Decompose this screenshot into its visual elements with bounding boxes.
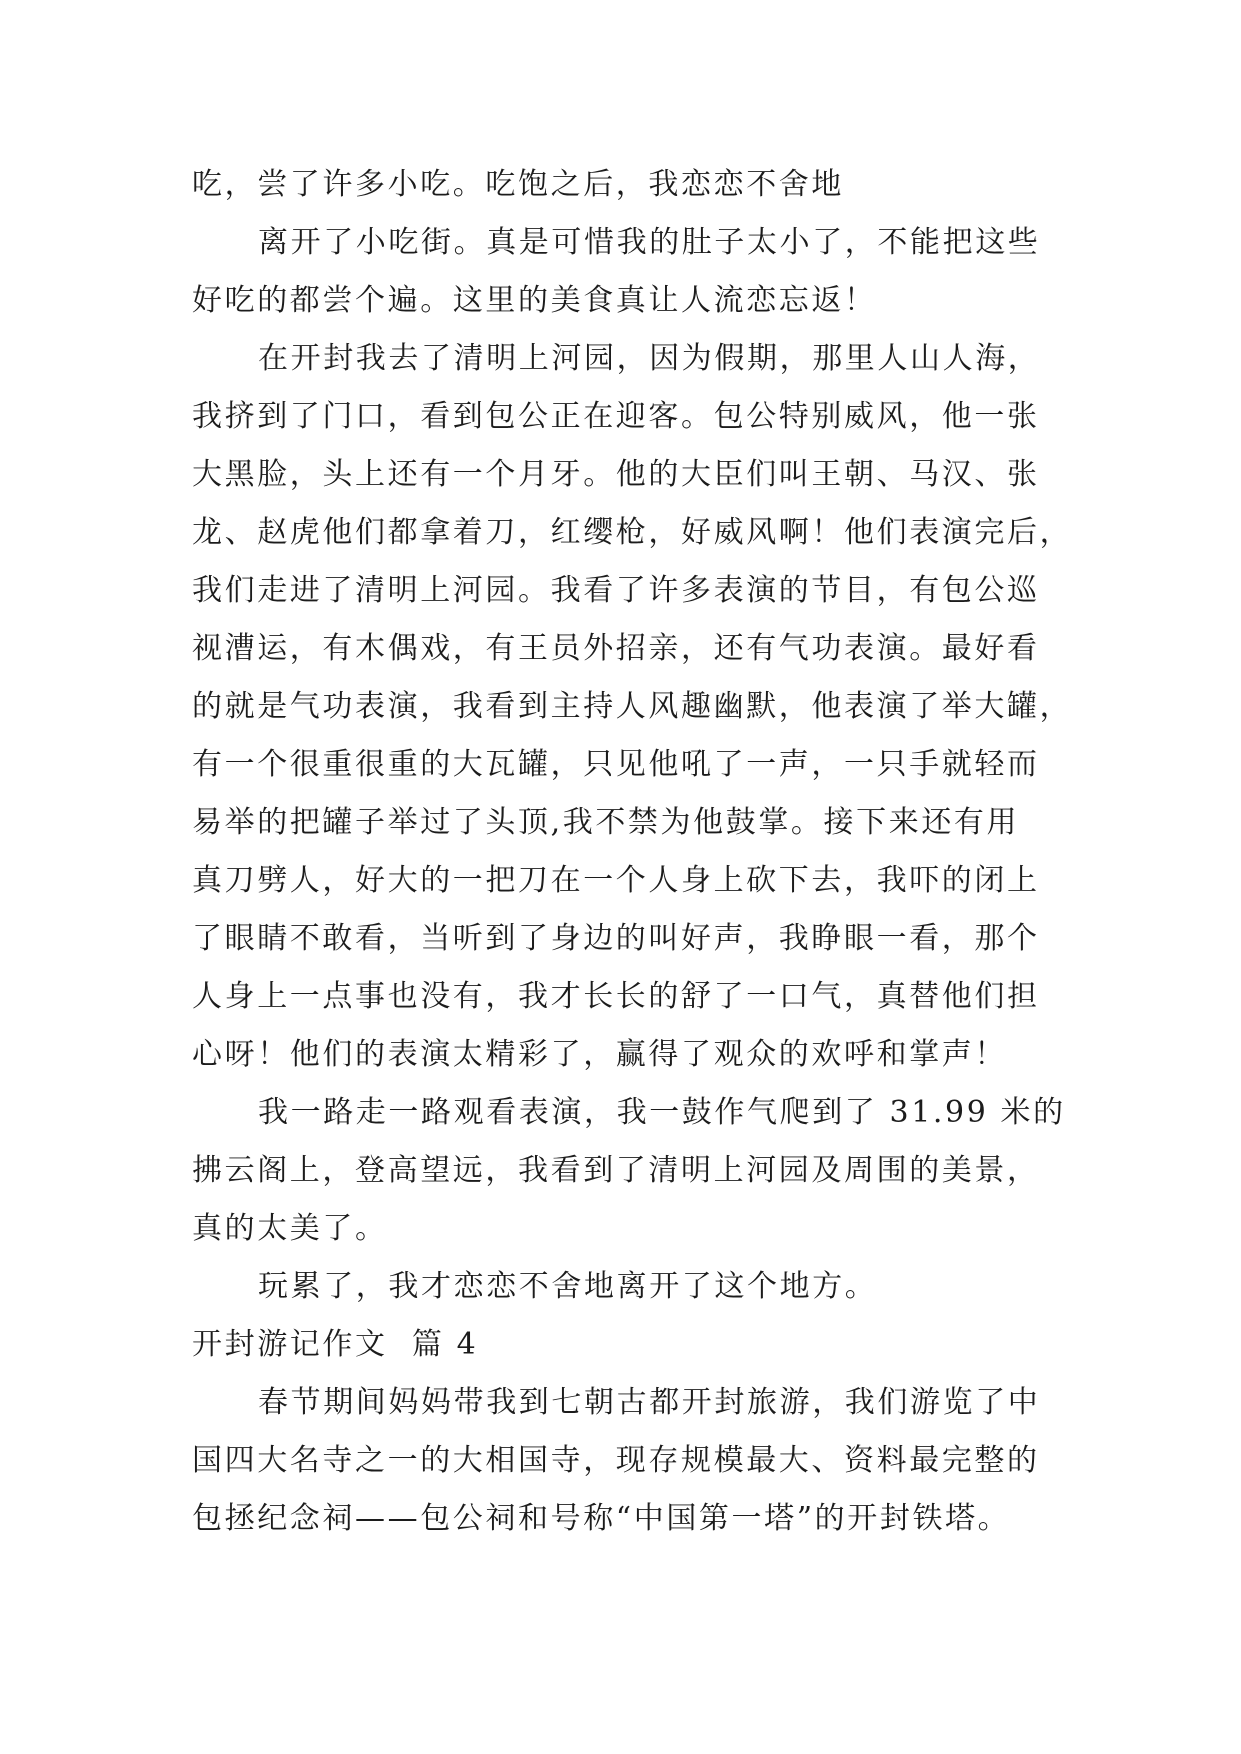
- paragraph-line: 易举的把罐子举过了头顶,我不禁为他鼓掌。接下来还有用: [192, 805, 1020, 840]
- paragraph-line: 人身上一点事也没有，我才长长的舒了一口气，真替他们担: [192, 979, 1040, 1014]
- paragraph: [192, 330, 1192, 1084]
- paragraph: [192, 1084, 1192, 1258]
- paragraph-line: 好吃的都尝个遍。这里的美食真让人流恋忘返！: [192, 283, 877, 318]
- paragraph-line: 龙、赵虎他们都拿着刀，红缨枪，好威风啊！他们表演完后，: [192, 515, 1073, 550]
- paragraph-line: 心呀！他们的表演太精彩了，赢得了观众的欢呼和掌声！: [192, 1037, 1007, 1072]
- paragraph-line: 包拯纪念祠——包公祠和号称“中国第一塔”的开封铁塔。: [192, 1501, 1011, 1536]
- paragraph-line: 春节期间妈妈带我到七朝古都开封旅游，我们游览了中: [258, 1385, 1041, 1420]
- paragraph-line: 国四大名寺之一的大相国寺，现存规模最大、资料最完整的: [192, 1443, 1040, 1478]
- paragraph-line: 拂云阁上，登高望远，我看到了清明上河园及周围的美景，: [192, 1153, 1040, 1188]
- paragraph-line: 我们走进了清明上河园。我看了许多表演的节目，有包公巡: [192, 573, 1040, 608]
- paragraph-line: 有一个很重很重的大瓦罐，只见他吼了一声，一只手就轻而: [192, 747, 1040, 782]
- paragraph-line: 在开封我去了清明上河园，因为假期，那里人山人海，: [258, 341, 1041, 376]
- section-heading: 开封游记作文 篇 4: [192, 1327, 479, 1362]
- paragraph-line: 的就是气功表演，我看到主持人风趣幽默，他表演了举大罐，: [192, 689, 1073, 724]
- paragraph-line: 离开了小吃街。真是可惜我的肚子太小了，不能把这些: [258, 225, 1041, 260]
- paragraph-line: 大黑脸，头上还有一个月牙。他的大臣们叫王朝、马汉、张: [192, 457, 1040, 492]
- paragraph-line: 吃，尝了许多小吃。吃饱之后，我恋恋不舍地: [192, 167, 844, 202]
- paragraph-line: 真刀劈人，好大的一把刀在一个人身上砍下去，我吓的闭上: [192, 863, 1040, 898]
- paragraph-line: 我一路走一路观看表演，我一鼓作气爬到了 31.99 米的: [258, 1095, 1066, 1130]
- document-body: [192, 156, 1192, 1548]
- paragraph: [192, 214, 1192, 330]
- paragraph-line: 了眼睛不敢看，当听到了身边的叫好声，我睁眼一看，那个: [192, 921, 1040, 956]
- paragraph-line: 我挤到了门口，看到包公正在迎客。包公特别威风，他一张: [192, 399, 1040, 434]
- paragraph-line: 真的太美了。: [192, 1211, 388, 1246]
- paragraph-line: 视漕运，有木偶戏，有王员外招亲，还有气功表演。最好看: [192, 631, 1040, 666]
- paragraph: [192, 1258, 1192, 1316]
- paragraph: [192, 156, 1192, 214]
- paragraph: [192, 1374, 1192, 1548]
- paragraph-line: 玩累了，我才恋恋不舍地离开了这个地方。: [258, 1269, 878, 1304]
